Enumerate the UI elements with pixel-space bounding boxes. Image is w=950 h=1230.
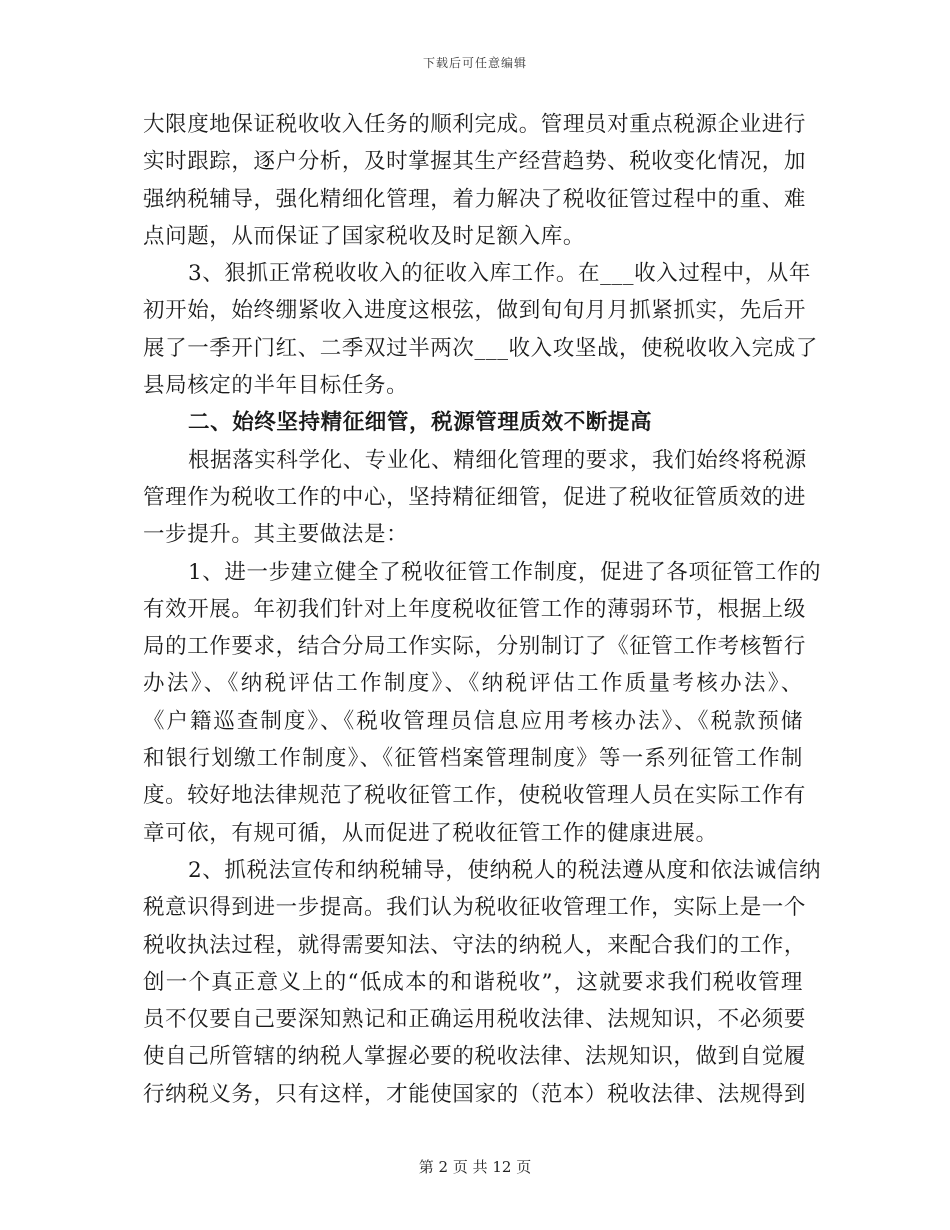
paragraph-line: 管理作为税收工作的中心，坚持精征细管，促进了税收征管质效的进 — [143, 484, 807, 510]
paragraph-line: 县局核定的半年目标任务。 — [143, 373, 409, 399]
paragraph-line: 1、进一步建立健全了税收征管工作制度，促进了各项征管工作的 — [188, 559, 822, 585]
paragraph-line: 根据落实科学化、专业化、精细化管理的要求，我们始终将税源 — [188, 447, 807, 473]
paragraph-line: 税意识得到进一步提高。我们认为税收征收管理工作，实际上是一个 — [143, 895, 807, 921]
paragraph-line: 实时跟踪，逐户分析，及时掌握其生产经营趋势、税收变化情况，加 — [143, 149, 807, 175]
paragraph-line: 和银行划缴工作制度》、《征管档案管理制度》等一系列征管工作制 — [143, 746, 803, 772]
document-body — [143, 106, 822, 1113]
paragraph-line: 税收执法过程，就得需要知法、守法的纳税人，来配合我们的工作， — [143, 932, 807, 958]
paragraph-line: 强纳税辅导，强化精细化管理，着力解决了税收征管过程中的重、难 — [143, 186, 807, 212]
paragraph-line: 《户籍巡查制度》、《税收管理员信息应用考核办法》、《税款预储 — [143, 708, 803, 734]
paragraph-line: 大限度地保证税收收入任务的顺利完成。管理员对重点税源企业进行 — [143, 112, 807, 137]
paragraph-line: 点问题，从而保证了国家税收及时足额入库。 — [143, 223, 586, 249]
paragraph-line: 创一个真正意义上的“低成本的和谐税收”，这就要求我们税收管理 — [143, 969, 803, 995]
paragraph-line: 办法》、《纳税评估工作制度》、《纳税评估工作质量考核办法》、 — [143, 671, 803, 697]
paragraph-line: 2、抓税法宣传和纳税辅导，使纳税人的税法遵从度和依法诚信纳 — [188, 857, 822, 883]
paragraph-line: 度。较好地法律规范了税收征管工作，使税收管理人员在实际工作有 — [143, 783, 807, 809]
paragraph-line: 有效开展。年初我们针对上年度税收征管工作的薄弱环节，根据上级 — [143, 596, 807, 622]
paragraph-line: 初开始，始终绷紧收入进度这根弦，做到旬旬月月抓紧抓实，先后开 — [143, 298, 807, 324]
paragraph-line: 员不仅要自己要深知熟记和正确运用税收法律、法规知识，不必须要 — [143, 1007, 807, 1033]
paragraph-line: 3、狠抓正常税收收入的征收入库工作。在___收入过程中，从年 — [188, 261, 811, 287]
paragraph-line: 一步提升。其主要做法是： — [143, 522, 409, 548]
page-header: 下载后可任意编辑 — [422, 56, 527, 70]
paragraph-line: 使自己所管辖的纳税人掌握必要的税收法律、法规知识，做到自觉履 — [143, 1044, 807, 1070]
paragraph-line: 章可依，有规可循，从而促进了税收征管工作的健康进展。 — [143, 820, 718, 846]
page-number: 第 2 页 共 12 页 — [418, 1158, 532, 1176]
paragraph-line: 展了一季开门红、二季双过半两次___收入攻坚战，使税收收入完成了 — [143, 335, 818, 361]
paragraph-line: 局的工作要求，结合分局工作实际，分别制订了《征管工作考核暂行 — [143, 634, 807, 660]
section-heading: 二、始终坚持精征细管，税源管理质效不断提高 — [188, 410, 653, 436]
paragraph-line: 行纳税义务，只有这样，才能使国家的（范本）税收法律、法规得到 — [143, 1081, 807, 1107]
